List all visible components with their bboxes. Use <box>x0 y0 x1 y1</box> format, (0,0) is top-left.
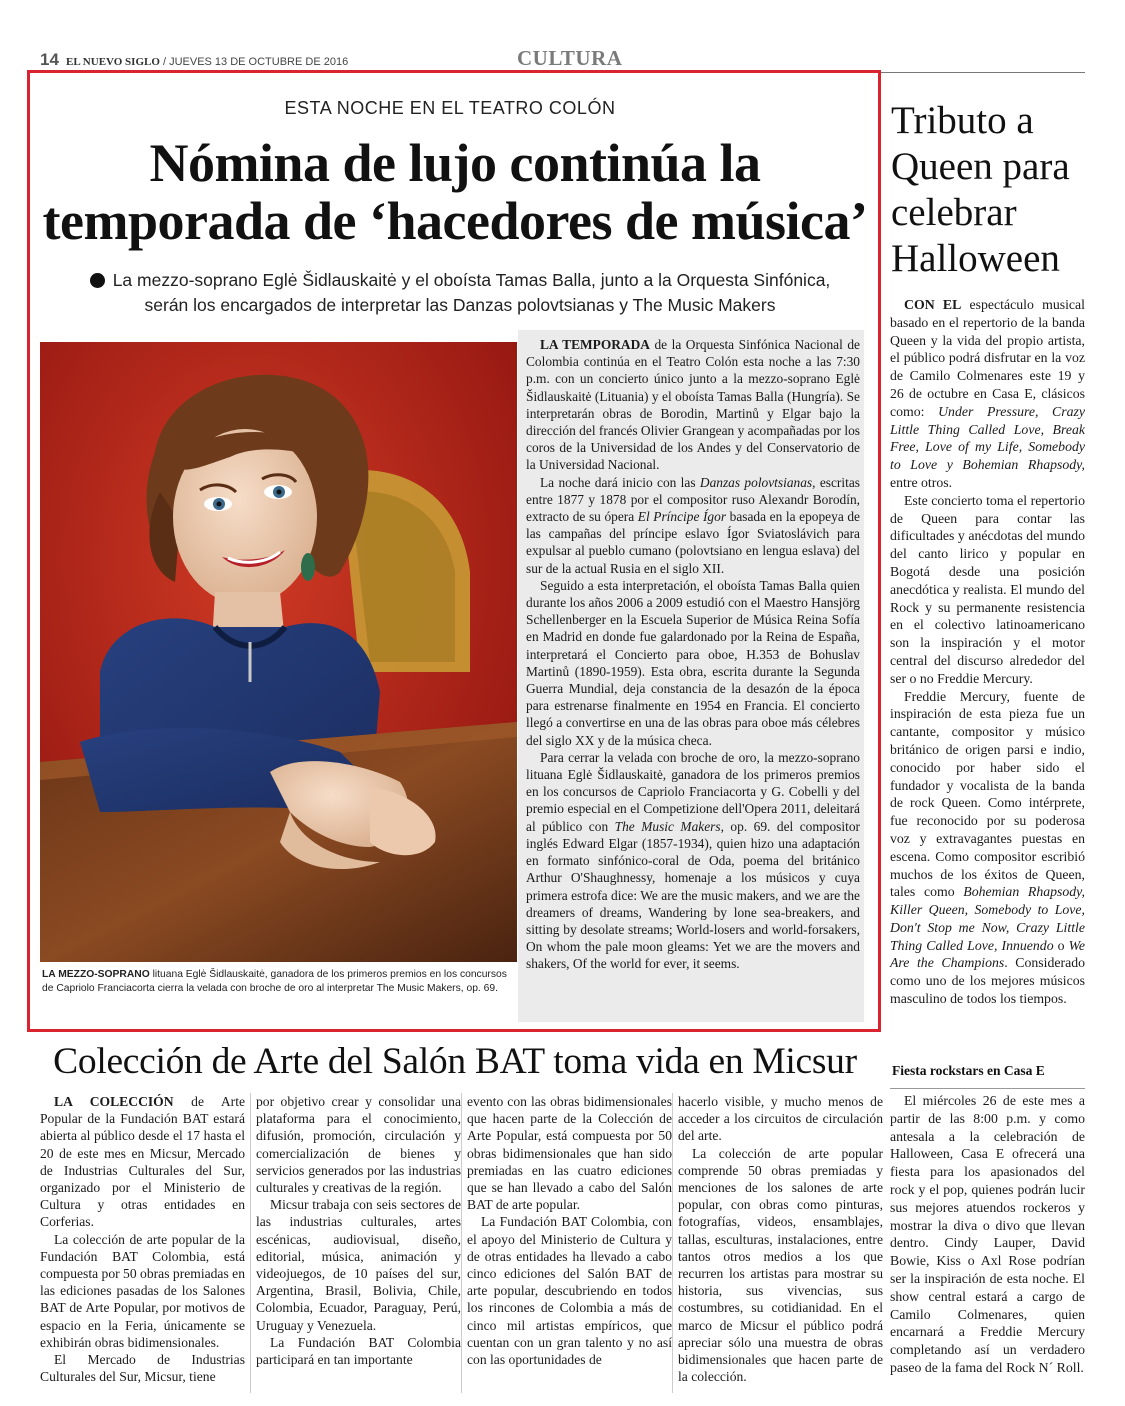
bottom-paragraph: La Fundación BAT Colombia participará en tan importante <box>256 1334 461 1368</box>
headline-line-1: Nómina de lujo continúa la <box>149 133 761 193</box>
sidebar-paragraph: Este concierto toma el repertorio de Queen para contar las dificultades y anécdotas del mundo del canto lirico y popular en Bogotá desde una posición anecdótica y realista. El mundo del Rock y su permanente resistencia en el colectivo latinoamericano son la inspiración y el motor central del discurso alrededor del ser o no Freddie Mercury. <box>890 492 1085 686</box>
bottom-paragraph: LA COLECCIÓN de Arte Popular de la Fundación BAT estará abierta al público desde el 17 hasta el 20 de este mes en Micsur, Mercado de Industrias Culturales del Sur, organizado por el Ministerio de Cultura y otras entidades en Corferias. <box>40 1094 246 1230</box>
newspaper-name: EL NUEVO SIGLO <box>65 56 160 68</box>
bottom-column-2 <box>256 1093 461 1368</box>
story-kicker: ESTA NOCHE EN EL TEATRO COLÓN <box>284 98 616 118</box>
article-paragraph: LA TEMPORADA de la Orquesta Sinfónica Nacional de Colombia continúa en el Teatro Colón esta noche a las 7:30 p.m. con un concierto único junto a la mezzo-soprano Eglė Šidlauskaitė (Lituania) y el oboísta Tamas Balla (Hungría). Se interpretarán obras de Borodin, Martinů y Elgar bajo la dirección del francés Olivier Grangean y acompañadas por los coros de la Universidad de los Andes y del Conservatorio de la Universidad Nacional. <box>526 337 860 473</box>
subhead-rule <box>890 1088 1085 1089</box>
highlight-frame <box>27 70 881 1032</box>
paragraph-lead: LA COLECCIÓN <box>54 1094 174 1109</box>
column-divider <box>672 1093 673 1393</box>
page-number: 14 <box>40 50 59 69</box>
sidebar-paragraph: Freddie Mercury, fuente de inspiración de esta pieza fue un cantante, compositor y músico británico de origen parsi e indio, conocido por haber sido el fundador y vocalista de la banda de rock Queen. Como intérprete, fue reconocido por su poderosa voz y extravagantes puestas en escena. Como compositor escribió muchos de los éxitos de Queen, tales como Bohemian Rhapsody, Killer Queen, Somebody to Love, Don't Stop me Now, Crazy Little Thing Called Love, Innuendo o We Are the Champions. Considerado como uno de los mejores músicos masculino de todos los tiempos. <box>890 688 1085 1007</box>
issue-date: / JUEVES 13 DE OCTUBRE DE 2016 <box>162 56 349 68</box>
section-name: CULTURA <box>517 46 623 70</box>
sidebar-paragraph: El miércoles 26 de este mes a partir de las 8:00 p.m. y como antesala a la celebración de Halloween, Casa E ofrecerá una fiesta para los apasionados del rock y el pop, quienes podrán lucir sus mejores atuendos rockeros y mostrar la diva o divo que llevan dentro. Cindy Lauper, David Bowie, Kiss o Axl Rose podrían ser la inspiración de esta noche. El show central estará a cargo de Camilo Colmenares, quien encarnará a Freddie Mercury completando así un verdadero paseo de la fama del Rock N´ Roll. <box>890 1093 1085 1375</box>
deck-line-2: serán los encargados de interpretar las Danzas polovtsianas y The Music Makers <box>144 295 776 315</box>
paragraph-lead: CON EL <box>904 297 962 312</box>
paragraph-lead: LA TEMPORADA <box>540 337 650 352</box>
column-divider <box>461 1093 462 1393</box>
column-divider <box>250 1093 251 1393</box>
bottom-paragraph: La colección de arte popular comprende 50 obras premiadas y menciones de los salones de arte popular, con obras como pinturas, fotografías, videos, ensamblajes, tallas, esculturas, instalaciones, entre tantos otros medios a los que recurren los artistas para mostrar su historia, sus vivencias, sus costumbres, su cotidianidad. En el marco de Micsur el público podrá apreciar sólo una muestra de obras bidimensionales que hacen parte de la colección. <box>678 1145 883 1385</box>
sidebar-paragraph: CON EL espectáculo musical basado en el repertorio de la banda Queen y la vida del propio artista, el público podrá disfrutar en la voz de Camilo Colmenares este 19 y 26 de octubre en Casa E, clásicos como: Under Pressure, Crazy Little Thing Called Love, Break Free, Love of my Life, Somebody to Love y Bohemian Rhapsody, entre otros. <box>890 297 1085 490</box>
bottom-column-4 <box>678 1093 883 1385</box>
bottom-headline: Colección de Arte del Salón BAT toma vida en Micsur <box>53 1041 857 1082</box>
bottom-column-3 <box>467 1093 672 1368</box>
bottom-paragraph: El Mercado de Industrias Culturales del Sur, Micsur, tiene <box>40 1352 245 1385</box>
bottom-paragraph: por objetivo crear y consolidar una plataforma para el conocimiento, difusión, promoción, circulación y comercialización de bienes y servicios generados por las industrias culturales y creativas de la región. <box>256 1094 461 1196</box>
caption-lead: LA MEZZO-SOPRANO <box>42 969 150 980</box>
bottom-paragraph: La colección de arte popular de la Fundación BAT Colombia, está compuesta por 50 obras premiadas en las ediciones pasadas de los Salones BAT de Arte Popular, por motivos de espacio en la Feria, únicamente se exhibirán obras bidimensionales. <box>40 1231 245 1350</box>
deck-line-1: La mezzo-soprano Eglė Šidlauskaitė y el oboísta Tamas Balla, junto a la Orquesta Sinfónica, <box>112 270 831 290</box>
sidebar-body <box>890 296 1085 1008</box>
sidebar-body-2 <box>890 1092 1085 1377</box>
article-paragraph: Para cerrar la velada con broche de oro, la mezzo-soprano lituana Eglė Šidlauskaitė, ganadora de los primeros premios en los concursos de Capriolo Franciacorta y G. Cobelli y del premio especial en el Competizione dell'Opera 2011, deleitará al público con The Music Makers, op. 69. del compositor inglés Edward Elgar (1857-1934), quien hizo una adaptación en formato sinfónico-coral de Oda, poema del británico Arthur O'Shaughnessy, homenaje a los músicos y cuya primera estrofa dice: We are the music makers, and we are the dreamers of dreams, Wandering by lone sea-breakers, and sitting by desolate streams; World-losers and world-forsakers, On whom the pale moon gleams: Yet we are the movers and shakers, Of the world for ever, it seems. <box>526 749 860 972</box>
page-folio <box>40 50 348 70</box>
article-paragraph: Seguido a esta interpretación, el oboísta Tamas Balla quien durante los años 2006 a 2009 estudió con el Maestro Hansjörg Schellenberger en la Escuela Superior de Música Reina Sofía en Madrid en donde fue galardonado por la Reina de España, interpretará el Concierto para oboe, H.353 de Bohuslav Martinů (1890-1959). Esta obra, escrita durante la Segunda Guerra Mundial, deja constancia de la desazón de la época para estrenarse finalmente en 1954 en Francia. El concierto llegó a convertirse en una de las obras para oboe más célebres del siglo XX y de la música checa. <box>526 577 860 748</box>
headline-line-2: temporada de ‘hacedores de música’ <box>42 191 868 251</box>
caption-text: lituana Eglė Šidlauskaitė, ganadora de los primeros premios en los concursos de Capriolo Franciacorta cierra la velada con broche de oro al interpretar The Music Makers, op. 69. <box>42 969 507 994</box>
bottom-column-1 <box>40 1093 245 1385</box>
bottom-paragraph: hacerlo visible, y mucho menos de acceder a los circuitos de circulación del arte. <box>678 1094 883 1144</box>
sidebar-headline: Tributo a Queen para celebrar Halloween <box>891 99 1070 280</box>
sidebar-subhead: Fiesta rockstars en Casa E <box>892 1063 1045 1078</box>
bottom-paragraph: Micsur trabaja con seis sectores de las industrias culturales, artes escénicas, audiovisual, diseño, editorial, música, animación y videojuegos, de 10 países del sur, Argentina, Brasil, Bolivia, Chile, Colombia, Ecuador, Paraguay, Perú, Uruguay y Venezuela. <box>256 1197 461 1333</box>
bottom-paragraph: evento con las obras bidimensionales que hacen parte de la Colección de Arte Popular, está compuesta por 50 obras bidimensionales que han sido premiadas en las cuatro ediciones que se han llevado a cabo del Salón BAT de arte popular. <box>467 1094 672 1213</box>
article-paragraph: La noche dará inicio con las Danzas polovtsianas, escritas entre 1877 y 1878 por el compositor ruso Alexandr Borodín, extracto de su ópera El Príncipe Ígor basada en la epopeya de las campañas del príncipe eslavo Ígor Sviatoslávich para expulsar al pueblo cumano (polovtsiano en lengua eslava) del sur de la actual Rusia en el siglo XII. <box>526 474 860 576</box>
bottom-paragraph: La Fundación BAT Colombia, con el apoyo del Ministerio de Cultura y de otras entidades ha llevado a cabo cinco ediciones del Salón BAT de arte popular, descubriendo en todos los rincones de Colombia a más de cinco mil artistas empíricos, que cuentan con un gran talento y no así con las oportunidades de <box>467 1214 672 1368</box>
